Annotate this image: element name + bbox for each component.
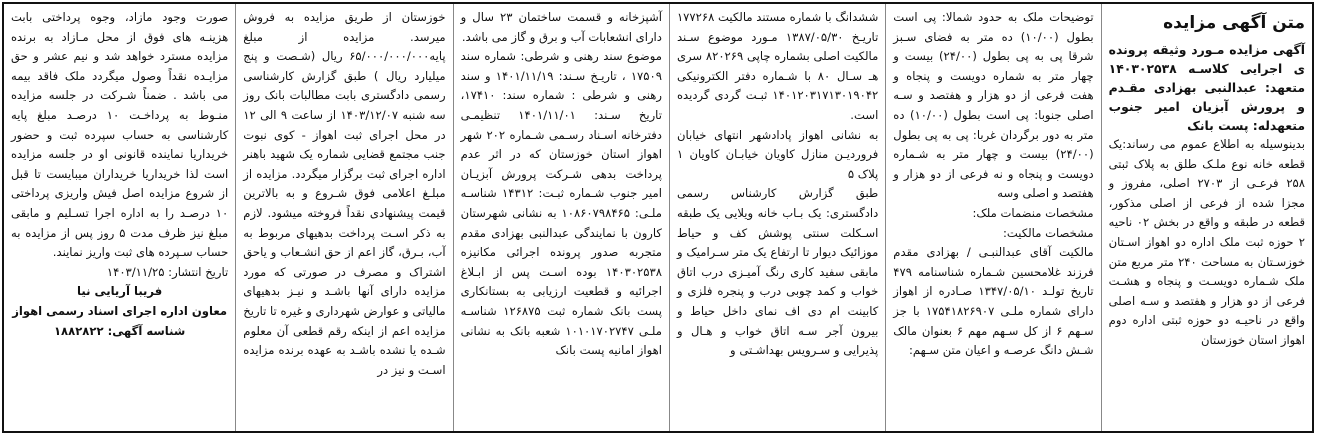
column-5 <box>235 4 452 431</box>
signer-title: معاون اداره اجرای اسناد رسمی اهواز <box>12 303 228 318</box>
ownership-details: مالکیت آقای عبدالنبـی / بهزادی مقدم فرزند غلامحسین شـماره شناسنامه ۴۷۹ تاریخ تولـد ۱۳۴۷/۰۵/۱۰ صـادره از اهواز دارای شماره ملـی ۱۷۵۴۱۸۲۶۹۰۷ با جز سـهم ۶ از کل سـهم مهم ۶ بعنوان مالک شـش دانگ عرصـه و اعیان متن سـهم: <box>893 245 1094 358</box>
notice-headline: آگهی مزایده مـورد وثیقه پرونده ی اجرایی کلاسـه ۱۴۰۳۰۲۵۳۸ متعهد: عبدالنبی بهزادی مقـدم و پرورش آبزیان امیر جنوب متعهدله: پست بانک <box>1108 42 1305 133</box>
building-utilities: آشپزخانه و قسمت ساختمان ۲۳ سال و دارای انشعابات آب و برق و گاز می باشد. <box>460 10 662 44</box>
property-address: به نشانی اهواز پادادشهر انتهای خیابان فروردیـن منازل کاویان خیابـان کاویان ۱ پلاک ۵ <box>676 127 879 181</box>
publish-date: تاریخ انتشار: ۱۴۰۳/۱۱/۲۵ <box>106 264 229 279</box>
column-4 <box>453 4 669 431</box>
column-2 <box>885 4 1100 431</box>
expert-report: طبق گزارش کارشناس رسمی دادگستری: یک بـاب خانه ویلایی یک طبقه اسـکلت سنتی پوشش کف و حیاط موزائیک دیوار تا ارتفاع یک متر سـرامیک و مابقی سفید کاری رنگ آمیـزی درب اتاق خواب و کمد چوبی درب و پنجره فلزی و کابینت ام دی اف نمای داخل حیاط و بیرون آجر سـه اتاق خواب و هـال و پذیرایی و سـرویس بهداشـتی و <box>676 186 879 358</box>
property-intro: بدینوسیله به اطلاع عموم می رساند:یک قطعه خانه نوع ملـک طلق به پلاک ثبتی ۲۵۸ فرعـی از ۲۷۰۳ اصلی، مفروز و مجزا شده از فرعی از اصلی مذکور، قطعه در طبقه و واقع در بخش ۰۲ ناحیه ۲ حوزه ثبت ملک اداره دو اهواز اسـتان خوزسـتان به مساحت ۲۴۰ متر مربع متن ملک شـماره دویسـت و پنجاه و هشـت فرعی از دو هزار و هفتصد و سـه اصلی واقع در ناحیـه دو حوزه ثبتی اداره دوم اهواز استان خوزستان <box>1108 137 1306 347</box>
column-3 <box>669 4 885 431</box>
notice-frame <box>2 2 1314 433</box>
deed-details: ششدانگ با شماره مستند مالکیت ۱۷۷۲۶۸ تاریـخ ۱۳۸۷/۰۵/۳۰ مـورد موضوع سـند مالکیت اصلی بشماره چاپی ۸۲۰۲۶۹ سری هـ سـال ۸۰ با شـماره دفتر الکترونیکی ۱۴۰۱۲۰۳۱۷۱۳۰۱۹۰۴۲ ثبـت گردی گردیده است. <box>676 10 879 122</box>
column-1 <box>1101 4 1312 431</box>
mortgage-details: موضوع سند رهنی و شرطی: شماره سند ۱۷۵۰۹ ، تاریـخ سـند: ۱۴۰۱/۱۱/۱۹ و سند رهنی و شرطی : شماره سند: ۱۷۴۱۰، تاریخ سـند: ۱۴۰۱/۱۱/۰۱ تنظیمـی دفترخانه اسـناد رسـمی شـماره ۲۰۲ شهر اهواز استان خوزستان که در اثر عدم پرداخت بدهی شـرکت پرورش آبزیـان امیر جنوب شـماره ثبـت: ۱۴۳۱۲ شناسـه ملـی: ۱۰۸۶۰۷۹۸۴۶۵ به نشانی شهرستان کارون با نمایندگی عبدالنبی بهزادی مقدم متجربه صدور پرونده اجرائی مکانیزه ۱۴۰۳۰۲۵۳۸ بوده اسـت پس از ابـلاغ اجرائیه و قطعیت ارزیابی به بستانکاری پست بانک شماره ثبت ۱۲۶۸۷۵ شناسـه ملـی ۱۰۱۰۱۷۰۲۷۴۷ شعبه بانک به نشانی اهواز امانیه پست بانک <box>460 49 662 358</box>
notice-columns <box>4 4 1312 431</box>
notice-title: متن آگهی مزایده <box>1163 13 1305 33</box>
appendages-heading: مشخصات منضمات ملک: <box>972 205 1094 220</box>
column-6 <box>4 4 235 431</box>
signer-name: فریبا آریایی نیا <box>77 284 163 299</box>
ownership-heading: مشخصات مالکیت: <box>1002 225 1094 240</box>
auction-terms: خوزستان از طریق مزایده به فروش میرسد. مزایده از مبلغ پایه۶۵/۰۰۰/۰۰۰/۰۰۰ ریال (شـصت و پنج میلیارد ریال ) طبق گزارش کارشناسی رسمی دادگستری بابت مطالبات بانک روز سه شنبه ۱۴۰۳/۱۲/۰۷ از ساعت ۹ الی ۱۲ در محل اجرای ثبت اهواز - کوی نبوت جنب مجتمع قضایی شماره یک شهید باهنر اداره اجرای ثبت برگزار میگردد. مزایده از مبلـغ اعلامی فوق شـروع و به بالاترین قیمت پیشنهادی نقداً فروخته میشود. لازم به ذکر اسـت پرداخت بدهیهای مربوط به آب، بـرق، گاز اعم از حق انشـعاب و یاحق اشتراک و مصرف در صورتی که مورد مزایده دارای آنها باشـد و نیـز بدهیهای مالیاتی و عوارض شهرداری و غیره تا تاریخ مزایده اعم از اینکه رقم قطعی آن معلوم شـده یا نشده باشـد به عهده برنده مزایده اسـت و نیز در <box>243 10 446 377</box>
ad-id: شناسه آگهی: ۱۸۸۲۸۲۲ <box>53 323 186 338</box>
property-boundaries: توضیحات ملک به حدود شمالا: پی است بطول (۱۰/۰۰) ده متر به فضای سـبز شرقا پی به پی بطول (۲۴/۰۰) بیست و چهار متر به شماره دویست و پنجاه و هفت فرعی از دو هزار و هفتصد و سـه اصلی جنوبا: پی است بطول (۱۰/۰۰) ده متر به دور برگردان غربا: پی به پی بطول (۲۴/۰۰) بیست و چهار متر به شـماره دویست و پنجاه و نه فرعی از دو هزار و هفتصد و اصلی وسه <box>893 10 1094 201</box>
payment-terms: صورت وجود مازاد، وجوه پرداختی بابت هزینـه های فوق از محل مـازاد به برنده مزایده مسترد خواهد شد و نیم عشر و حق مزایـده نقداً وصول میگردد ملک فاقد بیمه می باشد . ضمناً شـرکت در جلسه مزایده منـوط به پرداخـت ۱۰ درصـد مبلغ پایه کارشناسی به حساب سپرده ثبت و حضور خریداریا نماینده قانونی او در جلسه مزایده است لذا خریداریا خریداران میبایست تا قبل از شروع مزایده اصل فیش واریزی پرداختی ۱۰ درصـد را به اداره اجرا تسـلیم و مابقی مبلغ نیز ظرف مدت ۵ روز پس از مزایده به حساب سـپرده های ثبت واریز نمایند. <box>10 10 229 260</box>
